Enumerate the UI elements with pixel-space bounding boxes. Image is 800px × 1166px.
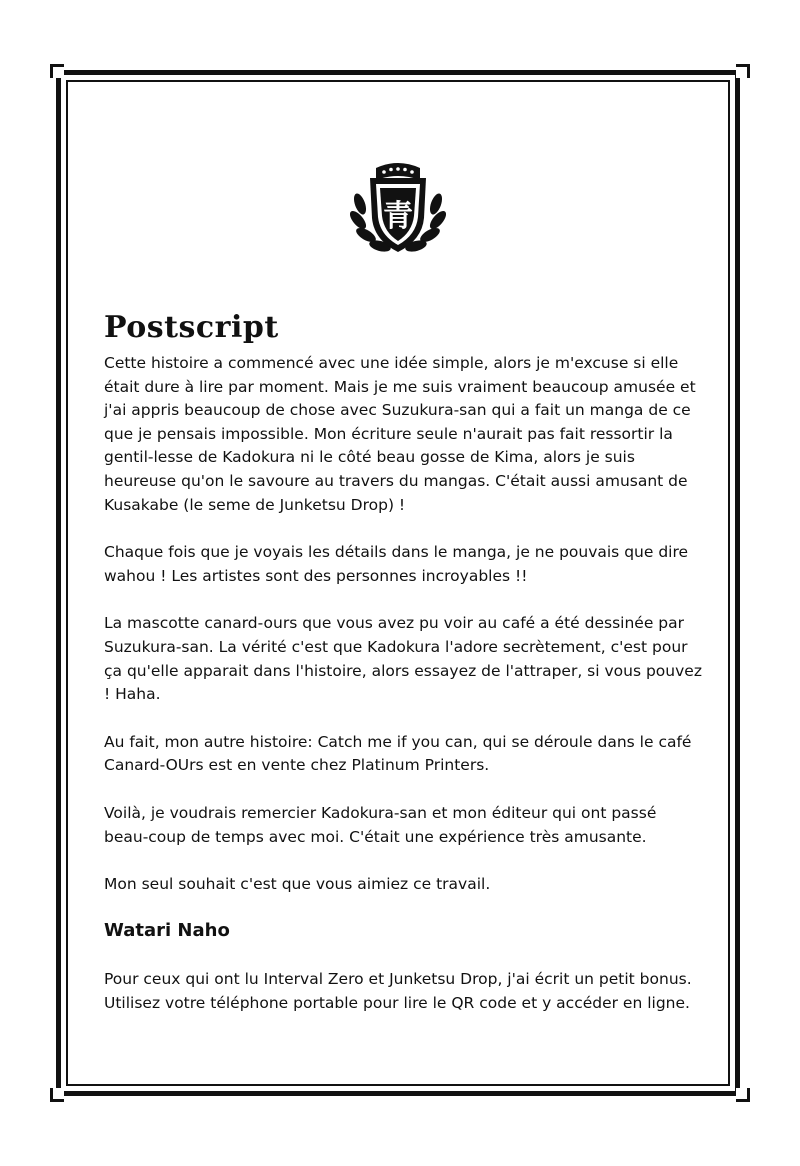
paragraph: Cette histoire a commencé avec une idée simple, alors je m'excuse si elle était dure à lire par moment. Mais je me suis vraiment beaucoup amusée et j'ai appris beaucoup de chose avec Suzukura-san qui a fait un manga de ce que je pensais impossible. Mon écriture seule n'aurait pas fait ressortir la gentil-lesse de Kadokura ni le côté beau gosse de Kima, alors je suis heureuse qu'on le savoure au travers du mangas. C'était aussi amusant de Kusakabe (le seme de Junketsu Drop) !	[104, 354, 696, 514]
paragraph: Voilà, je voudrais remercier Kadokura-san et mon éditeur qui ont passé beau-coup de temps avec moi. C'était une expérience très amusante.	[104, 803, 657, 846]
corner-notch-top-right	[736, 64, 750, 78]
footer-note: Pour ceux qui ont lu Interval Zero et Junketsu Drop, j'ai écrit un petit bonus. Utilisez votre téléphone portable pour lire le QR code et y accéder en ligne.	[104, 970, 692, 1012]
paragraph: La mascotte canard-ours que vous avez pu voir au café a été dessinée par Suzukura-san. La vérité c'est que Kadokura l'adore secrètement, c'est pour ça qu'elle apparait dans l'histoire, alors essayez de l'attraper, si vous pouvez ! Haha.	[104, 614, 702, 704]
paragraph: Chaque fois que je voyais les détails dans le manga, je ne pouvais que dire wahou ! Les artistes sont des personnes incroyables !!	[104, 543, 689, 585]
author-signature: Watari Naho	[104, 919, 230, 941]
paragraph: Au fait, mon autre histoire: Catch me if you can, qui se déroule dans le café Canard-OUrs est en vente chez Platinum Printers.	[104, 732, 692, 775]
page-title: Postscript	[104, 310, 279, 345]
corner-notch-bottom-right	[736, 1088, 750, 1102]
paragraph: Mon seul souhait c'est que vous aimiez ce travail.	[104, 875, 491, 894]
corner-notch-top-left	[50, 64, 64, 78]
postscript-body	[104, 352, 704, 1039]
school-crest-icon	[350, 160, 446, 260]
corner-notch-bottom-left	[50, 1088, 64, 1102]
svg-text:青: 青	[383, 199, 413, 234]
